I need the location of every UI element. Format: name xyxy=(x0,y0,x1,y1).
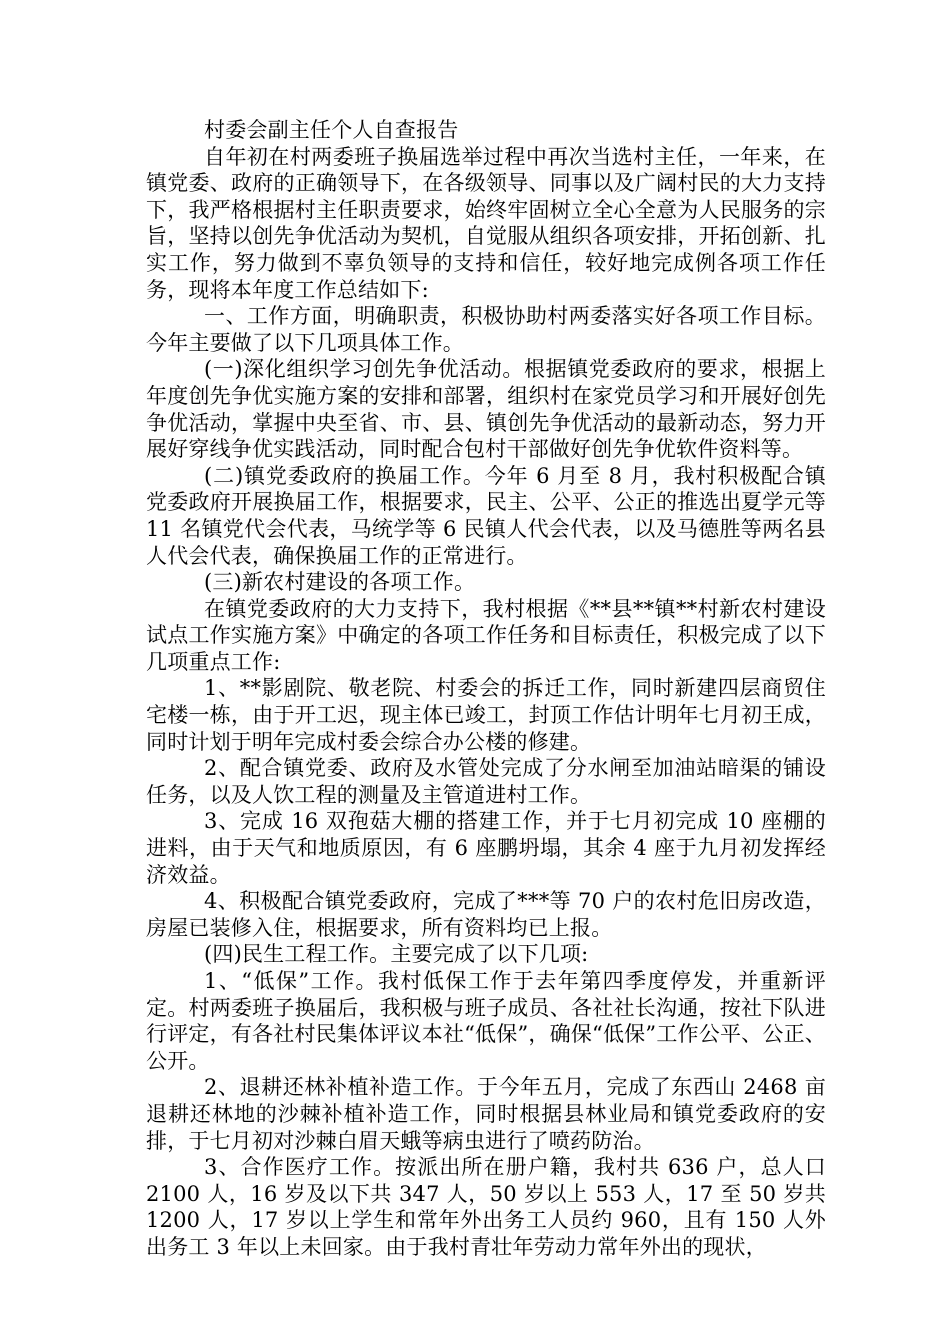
paragraph-welfare-item-3: 3、合作医疗工作。按派出所在册户籍，我村共 636 户，总人口 2100 人，16 岁及以下共 347 人，50 岁以上 553 人，17 至 50 岁共 1200 人，17 岁以上学生和常年外出务工人员约 960，且有 150 人外出务工 3 年以上未回家。由于我村青壮年劳动力常年外出的现状， xyxy=(146,1155,826,1259)
document-page xyxy=(146,117,826,1261)
paragraph-subsection-1: (一)深化组织学习创先争优活动。根据镇党委政府的要求，根据上年度创先争优实施方案的安排和部署，组织村在家党员学习和开展好创先争优活动，掌握中央至省、市、县、镇创先争优活动的最新动态，努力开展好穿线争优实践活动，同时配合包村干部做好创先争优软件资料等。 xyxy=(146,357,826,462)
paragraph-item-3: 3、完成 16 双孢菇大棚的搭建工作，并于七月初完成 10 座棚的进料，由于天气和地质原因，有 6 座鹏坍塌，其余 4 座于九月初发挥经济效益。 xyxy=(146,809,826,887)
paragraph-welfare-item-1: 1、“低保”工作。我村低保工作于去年第四季度停发，并重新评定。村两委班子换届后，我积极与班子成员、各社社长沟通，按社下队进行评定，有各社村民集体评议本社“低保”，确保“低保”工作公平、公正、公开。 xyxy=(146,969,826,1073)
paragraph-item-1: 1、**影剧院、敬老院、村委会的拆迁工作，同时新建四层商贸住宅楼一栋，由于开工迟，现主体已竣工，封顶工作估计明年七月初王成，同时计划于明年完成村委会综合办公楼的修建。 xyxy=(146,676,826,754)
paragraph-intro: 自年初在村两委班子换届选举过程中再次当选村主任，一年来，在镇党委、政府的正确领导下，在各级领导、同事以及广阔村民的大力支持下，我严格根据村主任职责要求，始终牢固树立全心全意为人民服务的宗旨，坚持以创先争优活动为契机，自觉服从组织各项安排，开拓创新、扎实工作，努力做到不辜负领导的支持和信任，较好地完成例各项工作任务，现将本年度工作总结如下: xyxy=(146,144,826,302)
paragraph-item-4: 4、积极配合镇党委政府，完成了***等 70 户的农村危旧房改造，房屋已装修入住，根据要求，所有资料均已上报。 xyxy=(146,889,826,940)
paragraph-section-1: 一、工作方面，明确职责，积极协助村两委落实好各项工作目标。今年主要做了以下几项具体工作。 xyxy=(146,304,826,355)
paragraph-subsection-2: (二)镇党委政府的换届工作。今年 6 月至 8 月，我村积极配合镇党委政府开展换届工作，根据要求，民主、公平、公正的推选出夏学元等 11 名镇党代会代表，马统学等 6 民镇人代会代表，以及马德胜等两名县人代会代表，确保换届工作的正常进行。 xyxy=(146,463,826,568)
paragraph-subsection-4: (四)民生工程工作。主要完成了以下几项: xyxy=(204,942,589,967)
paragraph-item-2: 2、配合镇党委、政府及水管处完成了分水闸至加油站暗渠的铺设任务，以及人饮工程的测量及主管道进村工作。 xyxy=(146,756,826,807)
document-title: 村委会副主任个人自查报告 xyxy=(204,118,459,142)
paragraph-subsection-3-intro: 在镇党委政府的大力支持下，我村根据《**县**镇**村新农村建设试点工作实施方案》中确定的各项工作任务和目标责任，积极完成了以下几项重点工作: xyxy=(146,596,826,674)
paragraph-welfare-item-2: 2、退耕还林补植补造工作。于今年五月，完成了东西山 2468 亩退耕还林地的沙棘补植补造工作，同时根据县林业局和镇党委政府的安排，于七月初对沙棘白眉天蛾等病虫进行了喷药防治。 xyxy=(146,1075,826,1153)
paragraph-subsection-3: (三)新农村建设的各项工作。 xyxy=(204,570,476,595)
